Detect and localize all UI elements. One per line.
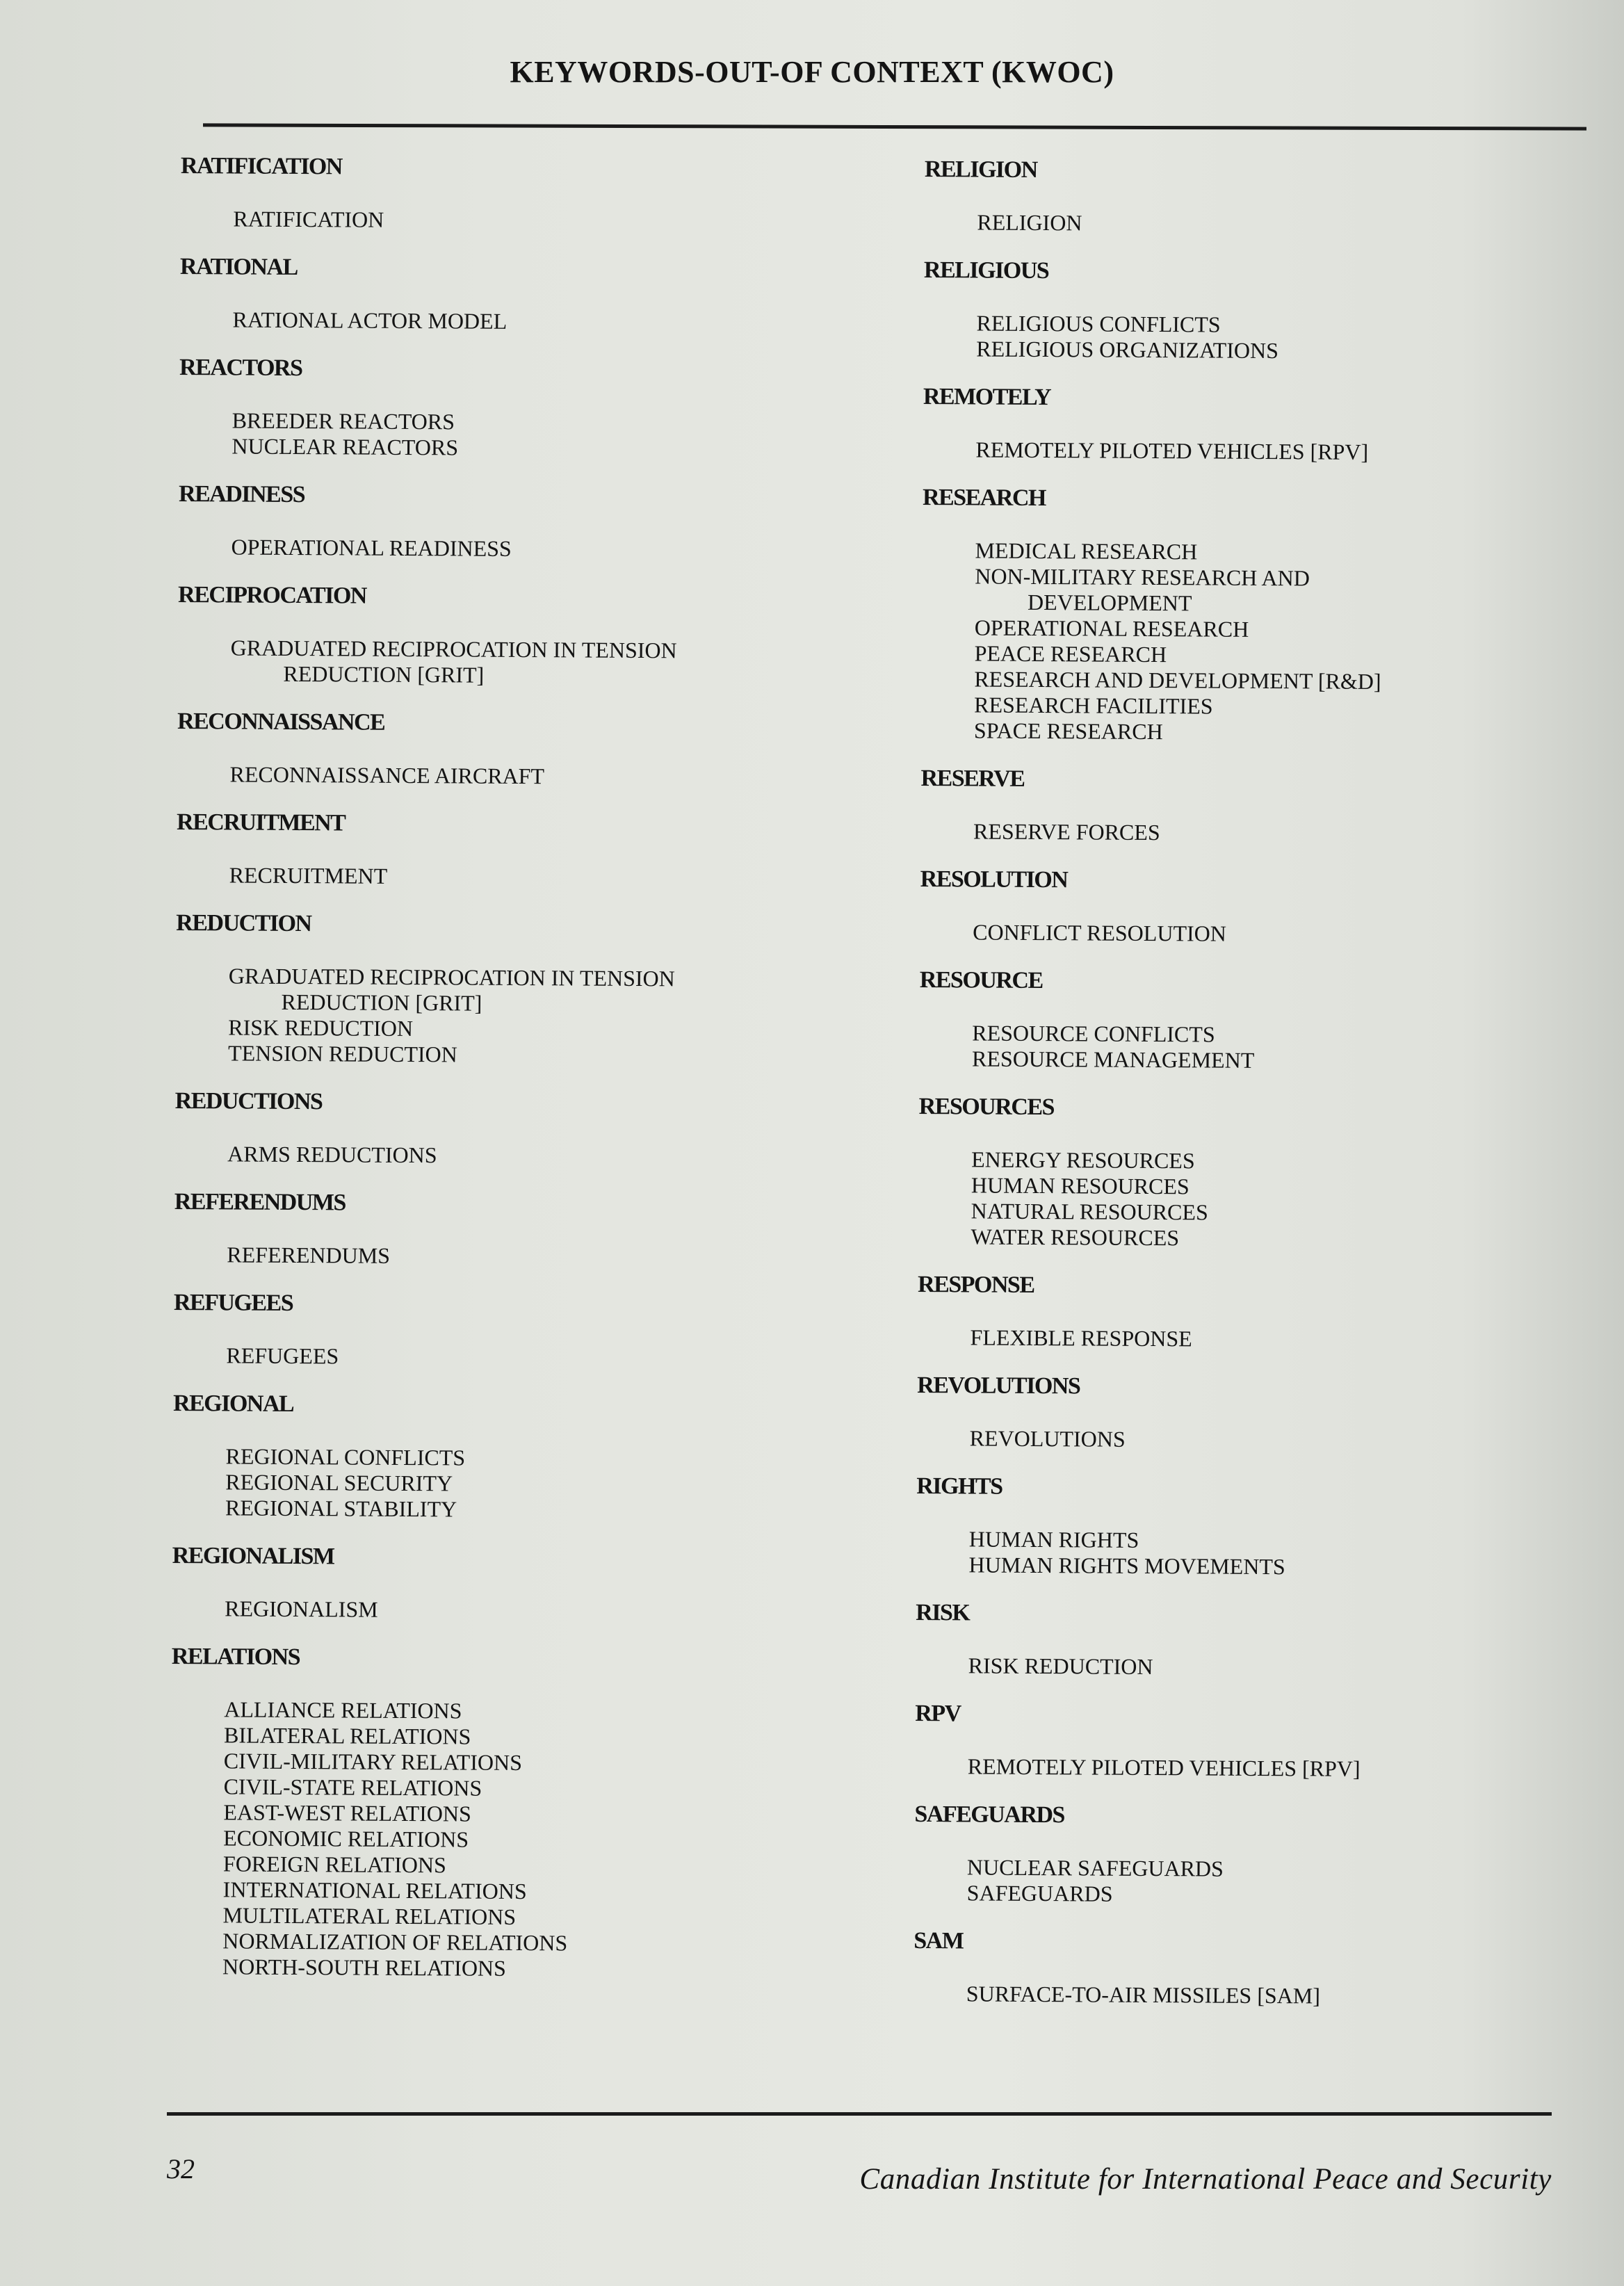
keyword-group — [915, 1701, 1541, 1783]
keyword-group — [172, 1543, 798, 1625]
keyword-heading: REFERENDUMS — [174, 1188, 346, 1216]
keyword-term: HUMAN RIGHTS — [968, 1526, 1139, 1553]
keyword-heading: RECIPROCATION — [178, 581, 367, 609]
keyword-term: RISK REDUCTION — [968, 1653, 1153, 1680]
keyword-heading: RATIONAL — [179, 253, 298, 281]
keyword-group — [172, 1391, 799, 1524]
keyword-term: RECONNAISSANCE AIRCRAFT — [229, 761, 545, 789]
keyword-term: REGIONAL CONFLICTS — [225, 1443, 466, 1470]
keyword-heading: RESOURCES — [918, 1093, 1055, 1121]
keyword-term: RATIONAL ACTOR MODEL — [232, 307, 508, 334]
page-title: KEYWORDS-OUT-OF CONTEXT (KWOC) — [510, 55, 1114, 89]
keyword-heading: RELIGION — [924, 156, 1037, 183]
keyword-term: RESOURCE MANAGEMENT — [971, 1046, 1255, 1073]
keyword-term: REVOLUTIONS — [969, 1425, 1126, 1452]
keyword-term: REGIONAL SECURITY — [225, 1469, 453, 1496]
keyword-heading: SAFEGUARDS — [914, 1801, 1065, 1829]
keyword-term: BREEDER REACTORS — [232, 407, 455, 435]
bottom-rule — [167, 2112, 1552, 2116]
keyword-term: BILATERAL RELATIONS — [223, 1722, 471, 1749]
keyword-term: OPERATIONAL READINESS — [231, 534, 512, 561]
keyword-term: REGIONALISM — [225, 1596, 378, 1622]
keyword-heading: SAM — [914, 1927, 964, 1954]
keyword-term: NORTH-SOUTH RELATIONS — [222, 1954, 507, 1981]
keyword-heading: RIGHTS — [916, 1473, 1002, 1500]
keyword-term: ECONOMIC RELATIONS — [223, 1825, 469, 1852]
keyword-term: HUMAN RESOURCES — [971, 1172, 1189, 1199]
keyword-group — [920, 866, 1546, 948]
top-rule — [203, 123, 1586, 130]
keyword-group — [923, 384, 1549, 466]
keyword-group — [174, 1088, 801, 1170]
keyword-term: RISK REDUCTION — [228, 1014, 414, 1041]
keyword-term: RESOURCE CONFLICTS — [972, 1020, 1215, 1047]
keyword-heading: REGIONALISM — [172, 1542, 334, 1570]
keyword-heading: RELATIONS — [171, 1643, 300, 1671]
keyword-group — [920, 765, 1547, 848]
keyword-group — [178, 481, 804, 563]
keyword-term: RECRUITMENT — [229, 862, 388, 889]
keyword-heading: RESEARCH — [922, 484, 1046, 512]
keyword-term: REGIONAL STABILITY — [225, 1495, 457, 1522]
keyword-heading: REVOLUTIONS — [917, 1372, 1080, 1400]
keyword-term: PEACE RESEARCH — [974, 640, 1167, 667]
keyword-heading: RECONNAISSANCE — [177, 708, 385, 736]
keyword-term — [175, 963, 801, 1018]
term-continuation: REDUCTION [GRIT] — [283, 660, 485, 688]
keyword-term: ENERGY RESOURCES — [971, 1146, 1195, 1174]
keyword-term: CIVIL-STATE RELATIONS — [223, 1774, 482, 1801]
keyword-term: RESEARCH AND DEVELOPMENT [R&D] — [974, 666, 1381, 695]
keyword-term: NORMALIZATION OF RELATIONS — [222, 1928, 568, 1956]
keyword-heading: RATIFICATION — [180, 153, 342, 180]
term-continuation: DEVELOPMENT — [1027, 589, 1192, 616]
keyword-term: ALLIANCE RELATIONS — [224, 1696, 462, 1724]
keyword-term: MEDICAL RESEARCH — [975, 537, 1198, 565]
keyword-term: FOREIGN RELATIONS — [222, 1851, 446, 1878]
keyword-term: WATER RESOURCES — [971, 1224, 1180, 1251]
keyword-term: INTERNATIONAL RELATIONS — [222, 1876, 527, 1904]
keyword-heading: REGIONAL — [172, 1390, 294, 1418]
keyword-term: FLEXIBLE RESPONSE — [970, 1324, 1192, 1352]
keyword-term: NUCLEAR SAFEGUARDS — [966, 1854, 1224, 1881]
left-column — [170, 153, 806, 2005]
keyword-heading: REDUCTION — [176, 909, 311, 937]
keyword-term: EAST-WEST RELATIONS — [223, 1799, 471, 1826]
keyword-term: MULTILATERAL RELATIONS — [222, 1902, 517, 1929]
keyword-term: SURFACE-TO-AIR MISSILES [SAM] — [966, 1981, 1321, 2009]
term-line: GRADUATED RECIPROCATION IN TENSION — [228, 963, 675, 991]
page-number: 32 — [167, 2153, 195, 2184]
keyword-term: RELIGION — [977, 209, 1082, 236]
keyword-term: REFUGEES — [226, 1343, 339, 1369]
keyword-term: NUCLEAR REACTORS — [232, 433, 459, 460]
keyword-term: REMOTELY PILOTED VEHICLES [RPV] — [967, 1753, 1361, 1781]
keyword-term: TENSION REDUCTION — [227, 1040, 457, 1067]
keyword-group — [179, 254, 806, 336]
keyword-heading: REFUGEES — [173, 1289, 293, 1317]
keyword-term: RESEARCH FACILITIES — [974, 692, 1213, 719]
keyword-heading: READINESS — [178, 480, 305, 508]
keyword-heading: REDUCTIONS — [174, 1087, 323, 1115]
keyword-group — [916, 1600, 1542, 1682]
keyword-group — [914, 1801, 1541, 1909]
keyword-heading: REMOTELY — [923, 383, 1051, 411]
right-column — [914, 156, 1550, 2032]
keyword-term — [177, 635, 803, 690]
keyword-group — [924, 156, 1550, 238]
keyword-heading: RPV — [915, 1700, 961, 1727]
keyword-group — [921, 485, 1548, 747]
keyword-term: RESERVE FORCES — [973, 818, 1160, 845]
keyword-term: CONFLICT RESOLUTION — [973, 919, 1227, 946]
keyword-term: RATIFICATION — [233, 206, 384, 232]
keyword-term: OPERATIONAL RESEARCH — [974, 615, 1249, 642]
keyword-group — [916, 1473, 1543, 1581]
keyword-heading: RESPONSE — [917, 1271, 1034, 1298]
term-line: GRADUATED RECIPROCATION IN TENSION — [230, 635, 677, 663]
keyword-group — [923, 257, 1550, 365]
keyword-term — [922, 563, 1548, 618]
keyword-group — [174, 1189, 800, 1271]
keyword-group — [179, 355, 805, 462]
keyword-group — [918, 1272, 1544, 1354]
keyword-heading: RISK — [916, 1599, 970, 1626]
keyword-heading: RELIGIOUS — [923, 257, 1049, 284]
keyword-term: RELIGIOUS ORGANIZATIONS — [976, 336, 1279, 364]
keyword-group — [917, 1372, 1543, 1454]
keyword-term: NATURAL RESOURCES — [971, 1198, 1208, 1225]
keyword-heading: RESOURCE — [919, 966, 1043, 994]
footer-publisher: Canadian Institute for International Peace and Security — [859, 2163, 1552, 2196]
keyword-heading: RESOLUTION — [920, 866, 1068, 893]
keyword-group — [914, 1928, 1540, 2010]
keyword-group — [170, 1644, 797, 1983]
keyword-term: REFERENDUMS — [227, 1242, 391, 1268]
keyword-group — [177, 582, 804, 690]
keyword-heading: REACTORS — [179, 354, 302, 382]
keyword-term: CIVIL-MILITARY RELATIONS — [223, 1748, 523, 1776]
keyword-term: SPACE RESEARCH — [973, 718, 1163, 745]
keyword-group — [919, 967, 1545, 1075]
keyword-heading: RECRUITMENT — [177, 809, 346, 836]
keyword-group — [180, 153, 806, 235]
keyword-heading: RESERVE — [920, 765, 1025, 792]
keyword-group — [918, 1094, 1544, 1253]
term-line: NON-MILITARY RESEARCH AND — [975, 563, 1310, 591]
keyword-term: SAFEGUARDS — [966, 1880, 1113, 1906]
keyword-term: REMOTELY PILOTED VEHICLES [RPV] — [975, 437, 1369, 464]
keyword-term: HUMAN RIGHTS MOVEMENTS — [968, 1552, 1285, 1580]
keyword-term: RELIGIOUS CONFLICTS — [976, 310, 1221, 337]
keyword-group — [177, 809, 803, 891]
keyword-group — [173, 1290, 799, 1372]
keyword-group — [177, 708, 803, 791]
keyword-term: ARMS REDUCTIONS — [227, 1141, 437, 1168]
keyword-group — [175, 910, 802, 1069]
term-continuation: REDUCTION [GRIT] — [281, 989, 482, 1016]
